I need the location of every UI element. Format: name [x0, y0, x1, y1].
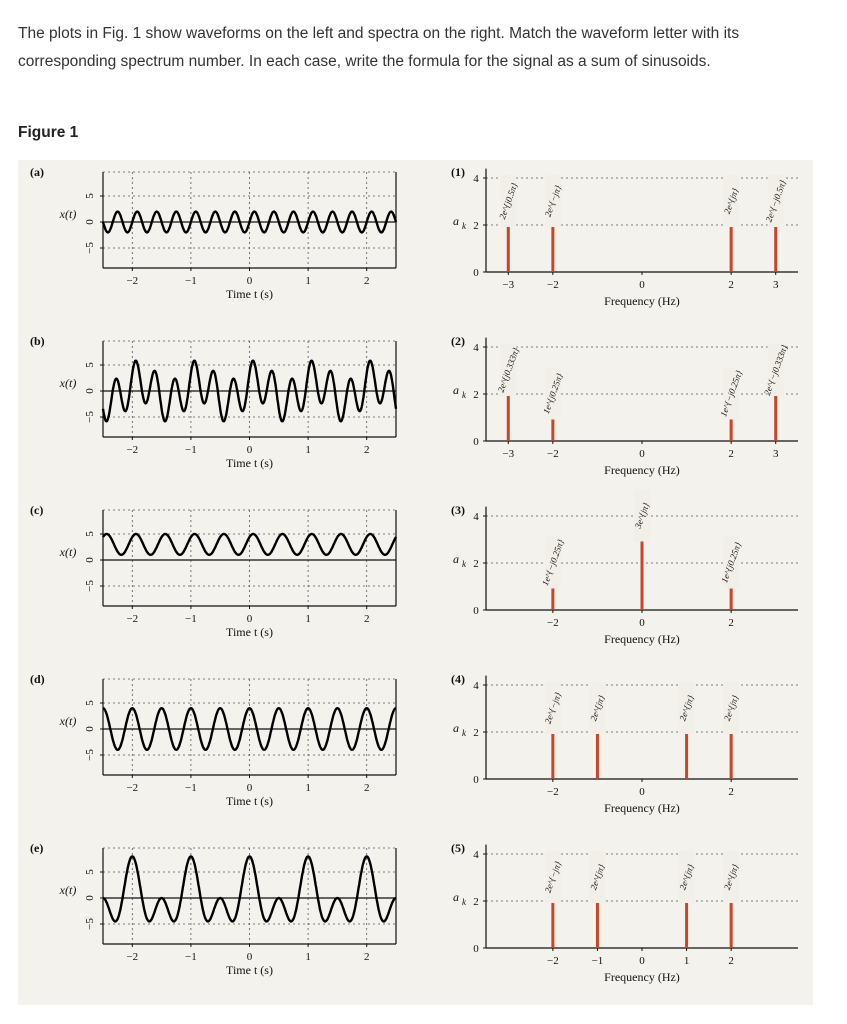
spectral-amplitude-label: 2e^{jπ}	[677, 693, 696, 723]
x-tick-label: 2	[363, 444, 370, 456]
spectral-amplitude-label: 2e^{jπ}	[721, 186, 741, 216]
spectrum-label: (4)	[451, 672, 465, 686]
x-tick-label: −2	[126, 613, 139, 625]
x-tick-label: 1	[305, 782, 311, 794]
y-tick-label: 2	[473, 558, 479, 570]
y-axis-label-subscript: k	[462, 897, 466, 907]
spectral-amplitude-label: 2e^{jπ}	[677, 862, 696, 892]
y-tick-label: 2	[473, 727, 479, 739]
x-tick-label: 0	[639, 786, 645, 798]
y-tick-label: 5	[84, 700, 96, 706]
x-tick-label: −2	[546, 448, 559, 460]
x-axis-label: Time t (s)	[226, 287, 273, 301]
x-tick-label: 0	[246, 613, 253, 625]
y-tick-label: 2	[473, 220, 479, 232]
spectral-amplitude-label: 2e^{jπ}	[588, 693, 607, 723]
waveform-background	[18, 667, 413, 836]
figure-canvas	[18, 160, 813, 1008]
y-tick-label: 0	[473, 436, 479, 448]
y-axis-label: a	[453, 383, 459, 397]
spectrum-panel-3	[413, 490, 813, 668]
spectral-amplitude-label: 1e^{j0.25π}	[540, 371, 565, 416]
x-axis-label: Time t (s)	[226, 625, 273, 639]
spectrum-label: (2)	[451, 334, 465, 348]
x-tick-label: 2	[728, 955, 734, 967]
y-tick-label: 0	[84, 388, 96, 394]
spectral-amplitude-label: 2e^{jπ}	[721, 693, 741, 723]
spectral-amplitude-label: 2e^{jπ}	[721, 862, 741, 892]
y-axis-label: x(t)	[59, 207, 77, 221]
x-tick-label: 0	[639, 448, 645, 460]
waveform-panel-1	[18, 160, 413, 329]
y-tick-label: −5	[84, 411, 96, 423]
waveform-panel-4	[18, 667, 413, 836]
y-tick-label: 5	[84, 531, 96, 537]
x-tick-label: 1	[305, 275, 311, 287]
x-tick-label: −2	[126, 444, 139, 456]
x-tick-label: 2	[363, 275, 370, 287]
y-tick-label: −5	[84, 749, 96, 761]
x-tick-label: 1	[305, 613, 311, 625]
waveform-background	[18, 329, 413, 498]
problem-statement: The plots in Fig. 1 show waveforms on the left and spectra on the right. Match the waveform letter with its corresponding spectrum number. In each case, write the formula for the signal as a sum of sinusoids.	[18, 25, 740, 70]
spectrum-panel-1	[413, 160, 813, 329]
x-tick-label: 0	[246, 275, 253, 287]
spectral-amplitude-label: 1e^{j0.25π}	[719, 540, 744, 585]
x-axis-label: Time t (s)	[226, 794, 273, 808]
spectral-amplitude-label: 2e^{j0.333π}	[495, 346, 521, 394]
y-tick-label: −5	[84, 918, 96, 930]
x-tick-label: 1	[683, 955, 690, 967]
y-axis-label: x(t)	[59, 883, 77, 897]
spectral-amplitude-label: 2e^{−jπ}	[542, 690, 564, 726]
x-axis-label: Frequency (Hz)	[604, 294, 680, 308]
y-tick-label: 2	[473, 389, 479, 401]
y-tick-label: 0	[84, 219, 96, 225]
y-axis-label: x(t)	[59, 714, 77, 728]
x-tick-label: −2	[126, 951, 139, 963]
x-tick-label: 0	[246, 951, 253, 963]
spectral-amplitude-label: 1e^{−j0.25π}	[539, 538, 566, 587]
x-tick-label: 3	[772, 448, 779, 460]
y-tick-label: 0	[473, 267, 479, 279]
y-axis-label-subscript: k	[462, 728, 466, 738]
spectral-amplitude-label: 2e^{−jπ}	[542, 183, 564, 219]
y-tick-label: 4	[473, 849, 479, 861]
x-tick-label: 2	[363, 782, 370, 794]
x-tick-label: 2	[728, 786, 734, 798]
x-tick-label: −2	[126, 782, 139, 794]
y-tick-label: 0	[84, 726, 96, 732]
x-tick-label: 0	[246, 444, 253, 456]
spectral-amplitude-label: 2e^{−j0.333π}	[761, 343, 790, 397]
y-tick-label: 0	[84, 557, 96, 563]
spectral-amplitude-label: 1e^{−j0.25π}	[718, 369, 745, 418]
spectrum-panel-2	[413, 329, 813, 498]
x-tick-label: 0	[639, 955, 645, 967]
x-tick-label: 2	[728, 448, 734, 460]
x-axis-label: Frequency (Hz)	[604, 970, 680, 984]
x-tick-label: −2	[546, 617, 559, 629]
waveform-panel-5	[18, 836, 413, 1005]
figure-1	[18, 160, 813, 1008]
x-tick-label: −2	[546, 786, 559, 798]
figure-title: Figure 1	[18, 124, 79, 141]
y-tick-label: 5	[84, 362, 96, 368]
y-axis-label-subscript: k	[462, 559, 466, 569]
spectrum-panel-4	[413, 667, 813, 836]
y-tick-label: 5	[84, 869, 96, 875]
spectral-amplitude-label: 3e^{jπ}	[632, 501, 652, 530]
y-axis-label: x(t)	[59, 545, 77, 559]
spectral-amplitude-label: 2e^{−j0.5π}	[763, 178, 788, 224]
spectrum-panel-5	[413, 836, 813, 1005]
y-axis-label: a	[453, 214, 459, 228]
x-tick-label: −1	[591, 955, 604, 967]
x-tick-label: 3	[772, 279, 779, 291]
x-tick-label: −1	[185, 444, 197, 456]
x-tick-label: −1	[185, 951, 197, 963]
waveform-panel-3	[18, 498, 413, 667]
y-tick-label: 2	[473, 896, 479, 908]
x-tick-label: 1	[305, 444, 311, 456]
y-tick-label: 0	[473, 605, 479, 617]
x-tick-label: 2	[728, 279, 734, 291]
x-tick-label: 1	[305, 951, 311, 963]
spectrum-label: (1)	[451, 165, 465, 179]
waveform-label: (a)	[30, 165, 44, 179]
waveform-label: (d)	[30, 672, 45, 686]
y-tick-label: 4	[473, 680, 479, 692]
y-tick-label: 0	[84, 895, 96, 901]
y-tick-label: 0	[473, 943, 479, 955]
y-axis-label: x(t)	[59, 376, 77, 390]
x-tick-label: 2	[363, 951, 370, 963]
spectrum-label: (5)	[451, 841, 465, 855]
waveform-background	[18, 160, 413, 329]
waveform-panel-2	[18, 329, 413, 498]
y-axis-label-subscript: k	[462, 221, 466, 231]
waveform-label: (b)	[30, 334, 45, 348]
y-tick-label: 4	[473, 342, 479, 354]
y-tick-label: −5	[84, 580, 96, 592]
x-axis-label: Frequency (Hz)	[604, 632, 680, 646]
x-tick-label: −3	[502, 279, 515, 291]
x-axis-label: Time t (s)	[226, 456, 273, 470]
y-tick-label: 0	[473, 774, 479, 786]
y-tick-label: 4	[473, 511, 479, 523]
y-tick-label: 4	[473, 173, 479, 185]
x-tick-label: −1	[185, 782, 197, 794]
spectrum-label: (3)	[451, 503, 465, 517]
x-tick-label: 2	[728, 617, 734, 629]
x-tick-label: 2	[363, 613, 370, 625]
x-tick-label: −2	[546, 955, 559, 967]
x-tick-label: 0	[639, 617, 645, 629]
x-tick-label: −1	[185, 275, 197, 287]
spectral-amplitude-label: 2e^{j0.5π}	[497, 181, 520, 221]
y-axis-label: a	[453, 552, 459, 566]
x-tick-label: −2	[126, 275, 139, 287]
y-tick-label: 5	[84, 193, 96, 199]
waveform-background	[18, 836, 413, 1005]
x-tick-label: −3	[502, 448, 515, 460]
x-tick-label: 0	[639, 279, 645, 291]
spectral-amplitude-label: 2e^{−jπ}	[542, 859, 564, 895]
x-tick-label: −1	[185, 613, 197, 625]
x-axis-label: Frequency (Hz)	[604, 801, 680, 815]
y-axis-label: a	[453, 721, 459, 735]
y-tick-label: −5	[84, 242, 96, 254]
waveform-label: (e)	[30, 841, 44, 855]
y-axis-label-subscript: k	[462, 390, 466, 400]
waveform-background	[18, 498, 413, 667]
spectral-amplitude-label: 2e^{jπ}	[588, 862, 607, 892]
x-tick-label: 0	[246, 782, 253, 794]
y-axis-label: a	[453, 890, 459, 904]
x-axis-label: Time t (s)	[226, 963, 273, 977]
x-tick-label: −2	[546, 279, 559, 291]
waveform-label: (c)	[30, 503, 44, 517]
x-axis-label: Frequency (Hz)	[604, 463, 680, 477]
